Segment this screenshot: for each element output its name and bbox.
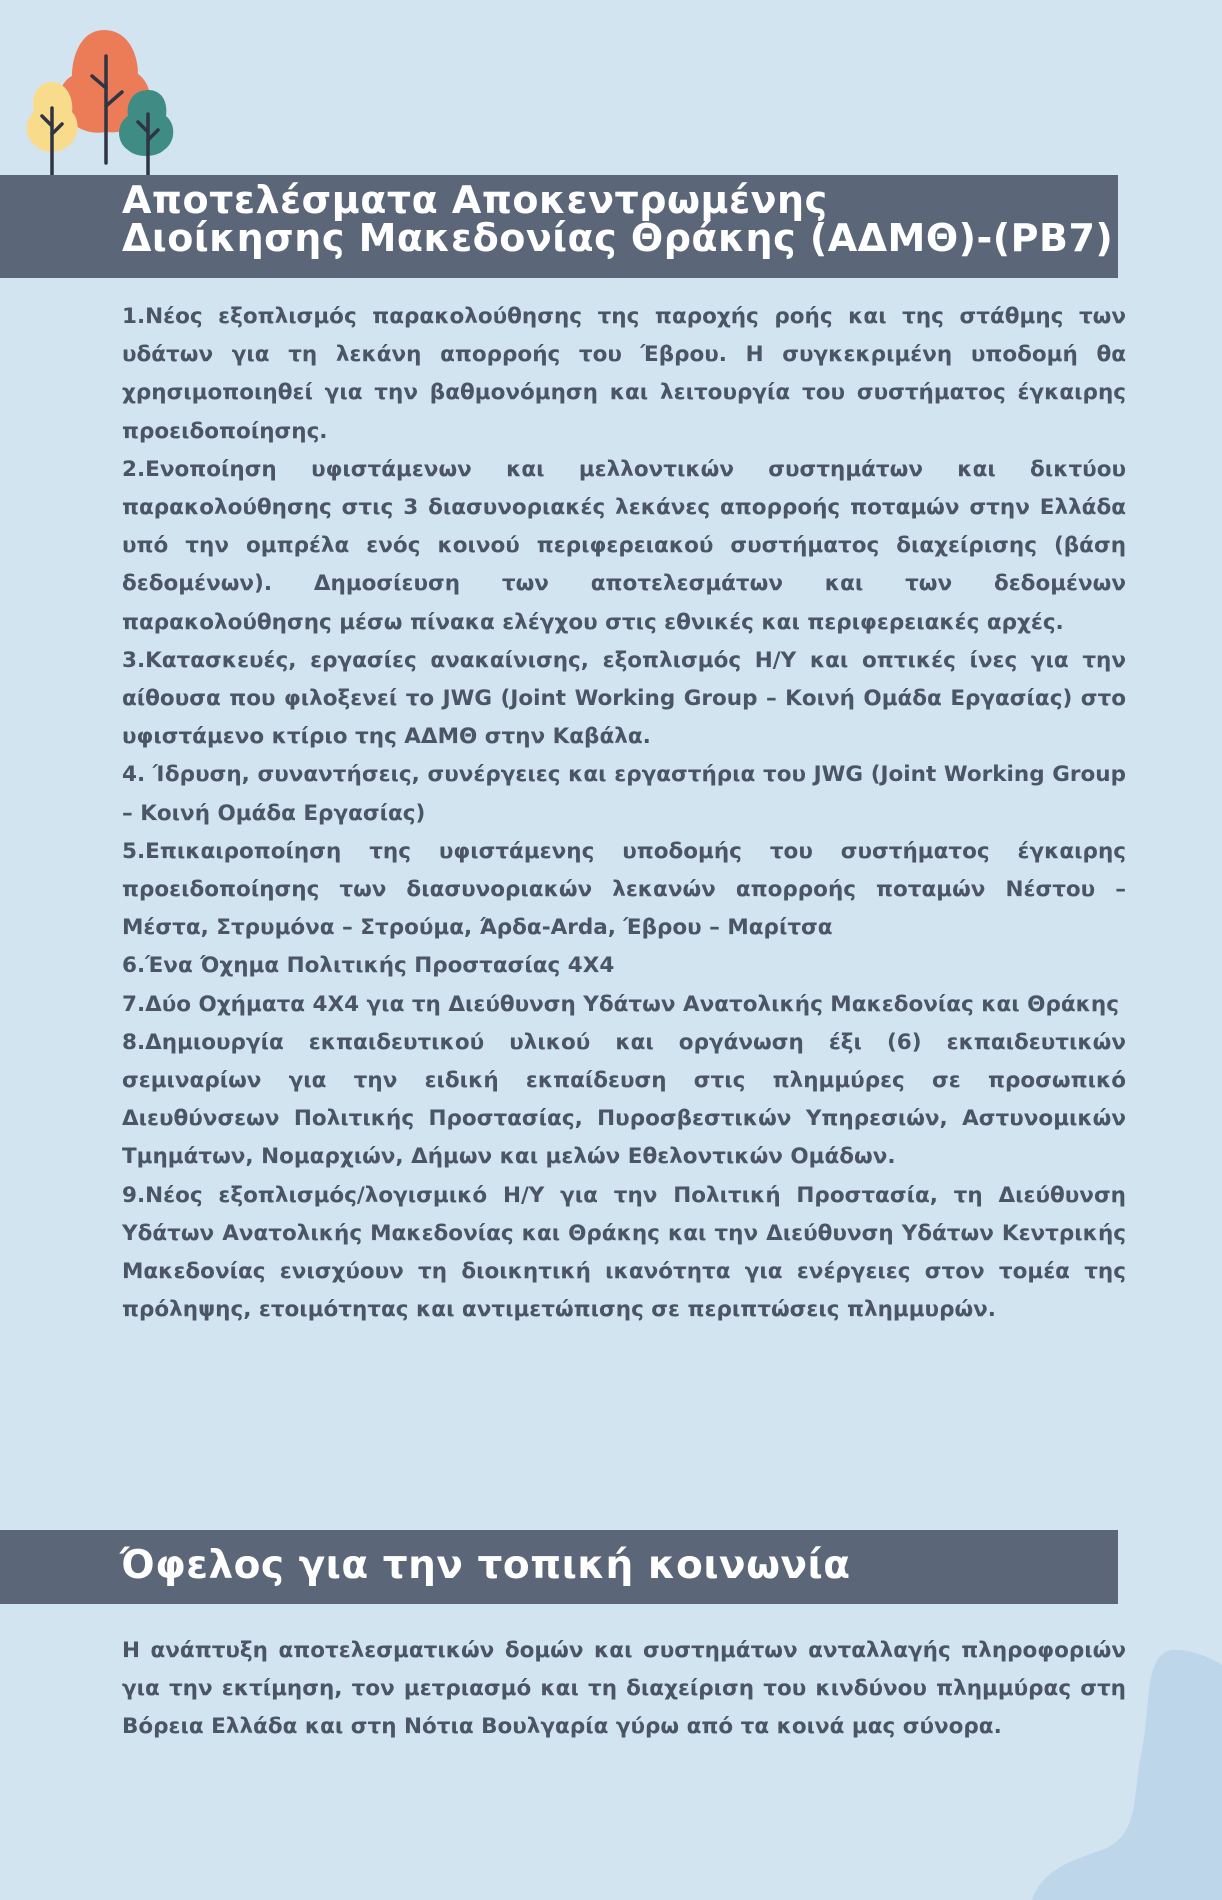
list-item: 9.Νέος εξοπλισμός/λογισμικό Η/Υ για την Πολιτική Προστασία, τη Διεύθυνση Υδάτων Ανατολικής Μακεδονίας και Θράκης και την Διεύθυνση Υδάτων Κεντρικής Μακεδονίας ενισχύουν τη διοικητική ικανότητα για ενέργειες στον τομέα της πρόληψης, ετοιμότητας και αντιμετώπισης σε περιπτώσεις πλημμυρών. xyxy=(122,1182,1126,1323)
list-item: 5.Επικαιροποίηση της υφιστάμενης υποδομής του συστήματος έγκαιρης προειδοποίησης των διασυνοριακών λεκανών απορροής ποταμών Νέστου – Μέστα, Στρυμόνα – Στρούμα, Άρδα-Arda, Έβρου – Μαρίτσα xyxy=(122,838,1126,941)
section-header-benefit xyxy=(0,1530,1118,1604)
section-title-line2: Διοίκησης Μακεδονίας Θράκης (ΑΔΜΘ)-(PB7) xyxy=(122,216,1114,260)
list-item: 8.Δημιουργία εκπαιδευτικού υλικού και οργάνωση έξι (6) εκπαιδευτικών σεμιναρίων για την ειδική εκπαίδευση στις πλημμύρες σε προσωπικό Διευθύνσεων Πολιτικής Προστασίας, Πυροσβεστικών Υπηρεσιών, Αστυνομικών Τμημάτων, Νομαρχιών, Δήμων και μελών Εθελοντικών Ομάδων. xyxy=(122,1029,1126,1170)
results-list xyxy=(122,298,1126,1329)
list-item: 7.Δύο Οχήματα 4Χ4 για τη Διεύθυνση Υδάτων Ανατολικής Μακεδονίας και Θράκης xyxy=(122,991,1119,1017)
list-item: 2.Ενοποίηση υφιστάμενων και μελλοντικών συστημάτων και δικτύου παρακολούθησης στις 3 διασυνοριακές λεκάνες απορροής ποταμών στην Ελλάδα υπό την ομπρέλα ενός κοινού περιφερειακού συστήματος διαχείρισης (βάση δεδομένων). Δημοσίευση των αποτελεσμάτων και των δεδομένων παρακολούθησης μέσω πίνακα ελέγχου στις εθνικές και περιφερειακές αρχές. xyxy=(122,456,1126,635)
section-title-line1: Αποτελέσματα Αποκεντρωμένης xyxy=(122,178,828,222)
list-item: 6.Ένα Όχημα Πολιτικής Προστασίας 4Χ4 xyxy=(122,953,615,979)
benefit-text xyxy=(122,1632,1126,1747)
section-title-benefit: Όφελος για την τοπική κοινωνία xyxy=(120,1543,851,1588)
list-item: 1.Νέος εξοπλισμός παρακολούθησης της παροχής ροής και της στάθμης των υδάτων για τη λεκάνη απορροής του Έβρου. Η συγκεκριμένη υποδομή θα χρησιμοποιηθεί για την βαθμονόμηση και λειτουργία του συστήματος έγκαιρης προειδοποίησης. xyxy=(122,304,1126,444)
section-header-results xyxy=(0,175,1118,278)
trees-icon xyxy=(22,28,192,178)
benefit-paragraph: Η ανάπτυξη αποτελεσματικών δομών και συστημάτων ανταλλαγής πληροφοριών για την εκτίμηση, τον μετριασμό και τη διαχείριση του κινδύνου πλημμύρας στη Βόρεια Ελλάδα και στη Νότια Βουλγαρία γύρω από τα κοινά μας σύνορα. xyxy=(122,1638,1126,1740)
list-item: 4. Ίδρυση, συναντήσεις, συνέργειες και εργαστήρια του JWG (Joint Working Group – Κοινή Ομάδα Εργασίας) xyxy=(122,762,1126,826)
decorative-blob-icon xyxy=(1032,1650,1222,1900)
list-item: 3.Κατασκευές, εργασίες ανακαίνισης, εξοπλισμός Η/Υ και οπτικές ίνες για την αίθουσα που φιλοξενεί το JWG (Joint Working Group – Κοινή Ομάδα Εργασίας) στο υφιστάμενο κτίριο της ΑΔΜΘ στην Καβάλα. xyxy=(122,647,1126,750)
